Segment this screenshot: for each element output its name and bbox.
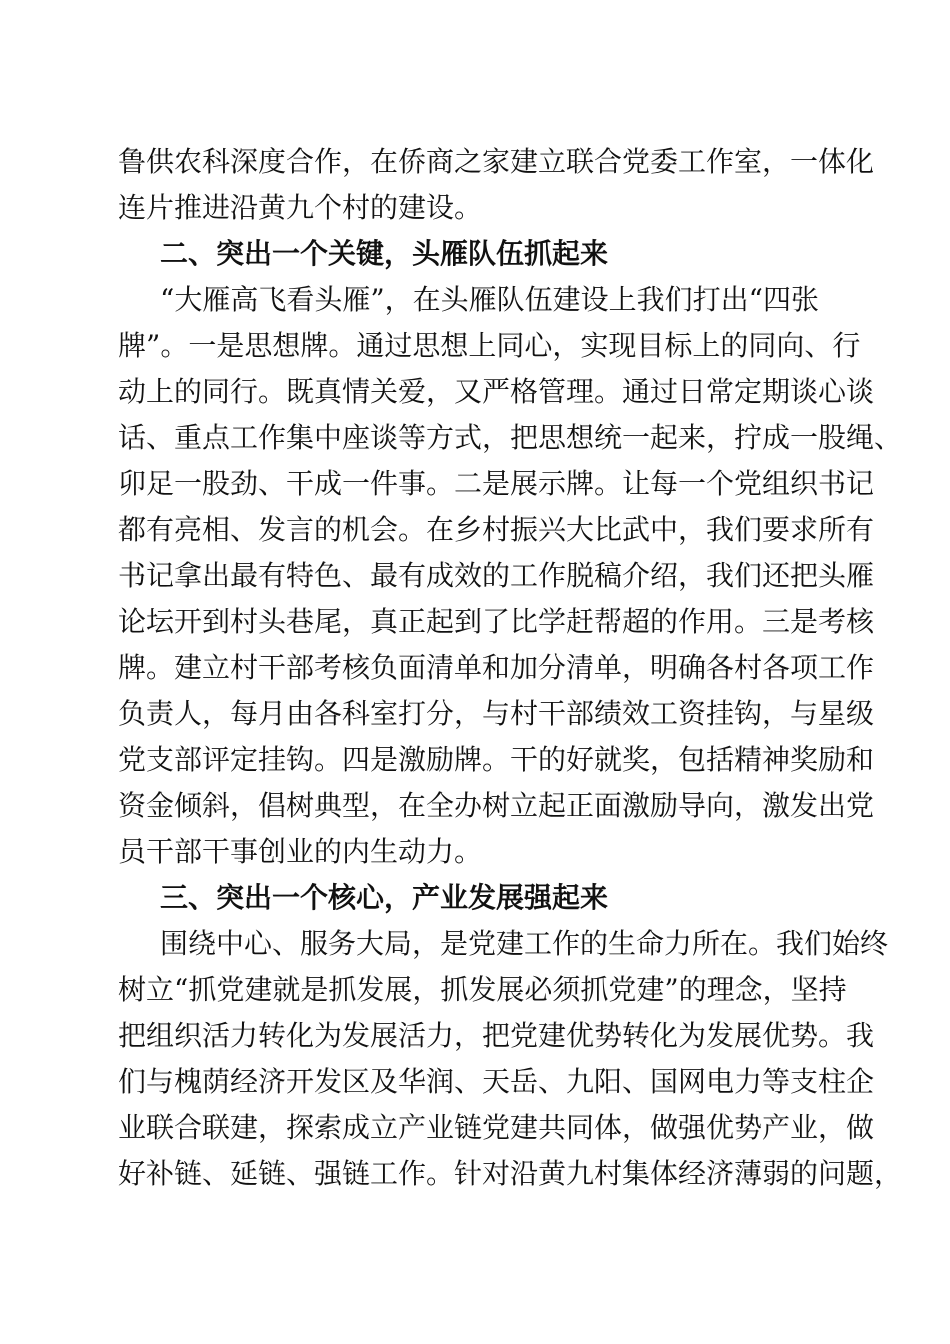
- paragraph-line-12: 负责人，每月由各科室打分，与村干部绩效工资挂钩，与星级: [118, 697, 875, 730]
- section-heading-2: 二、突出一个关键，头雁队伍抓起来: [160, 237, 609, 270]
- section-heading-3: 三、突出一个核心，产业发展强起来: [160, 881, 609, 914]
- paragraph-line-20: 业联合联建，探索成立产业链党建共同体，做强优势产业，做: [118, 1111, 875, 1144]
- paragraph-line-9: 书记拿出最有特色、最有成效的工作脱稿介绍，我们还把头雁: [118, 559, 875, 592]
- paragraph-line-8: 都有亮相、发言的机会。在乡村振兴大比武中，我们要求所有: [118, 513, 875, 546]
- paragraph-line-16: 围绕中心、服务大局，是党建工作的生命力所在。我们始终: [160, 927, 889, 960]
- paragraph-line-14: 资金倾斜，倡树典型，在全办树立起正面激励导向，激发出党: [118, 789, 875, 822]
- paragraph-line-10: 论坛开到村头巷尾，真正起到了比学赶帮超的作用。三是考核: [118, 605, 875, 638]
- paragraph-line-21: 好补链、延链、强链工作。针对沿黄九村集体经济薄弱的问题，: [118, 1157, 903, 1190]
- paragraph-line-15: 员干部干事创业的内生动力。: [118, 835, 483, 868]
- paragraph-line-4: 牌”。一是思想牌。通过思想上同心，实现目标上的同向、行: [118, 329, 861, 362]
- paragraph-line-1: 鲁供农科深度合作，在侨商之家建立联合党委工作室，一体化: [118, 145, 875, 178]
- paragraph-line-5: 动上的同行。既真情关爱，又严格管理。通过日常定期谈心谈: [118, 375, 875, 408]
- paragraph-line-18: 把组织活力转化为发展活力，把党建优势转化为发展优势。我: [118, 1019, 875, 1052]
- paragraph-line-6: 话、重点工作集中座谈等方式，把思想统一起来，拧成一股绳、: [118, 421, 903, 454]
- paragraph-line-17: 树立“抓党建就是抓发展，抓发展必须抓党建”的理念，坚持: [118, 973, 847, 1006]
- paragraph-line-3: “大雁高飞看头雁”，在头雁队伍建设上我们打出“四张: [160, 283, 819, 316]
- paragraph-line-19: 们与槐荫经济开发区及华润、天岳、九阳、国网电力等支柱企: [118, 1065, 875, 1098]
- paragraph-line-2: 连片推进沿黄九个村的建设。: [118, 191, 483, 224]
- paragraph-line-11: 牌。建立村干部考核负面清单和加分清单，明确各村各项工作: [118, 651, 875, 684]
- paragraph-line-7: 卯足一股劲、干成一件事。二是展示牌。让每一个党组织书记: [118, 467, 875, 500]
- paragraph-line-13: 党支部评定挂钩。四是激励牌。干的好就奖，包括精神奖励和: [118, 743, 875, 776]
